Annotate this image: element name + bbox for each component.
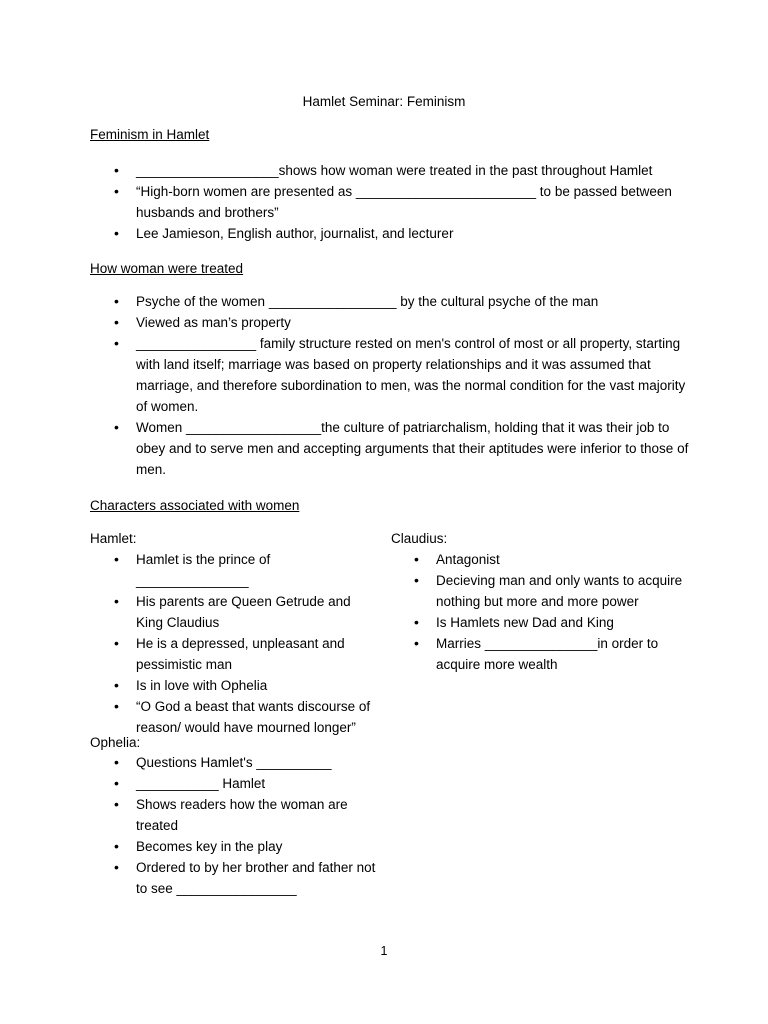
list-item: • Is Hamlets new Dad and King [436,612,691,633]
list-item: • Is in love with Ophelia [136,675,381,696]
list-item: • Psyche of the women _________________ by the cultural psyche of the man [136,291,696,312]
list-item: • He is a depressed, unpleasant and pessimistic man [136,633,381,675]
hamlet-list [136,549,381,738]
list-item: • Becomes key in the play [136,836,381,857]
list-item: • ________________ family structure rested on men's control of most or all property, starting with land itself; marriage was based on property relationships and it was assumed that marriage, and therefore subordination to men, was the normal condition for the vast majority of women. [136,333,696,417]
claudius-list [436,549,691,675]
ophelia-list [136,752,381,899]
list-item: • Shows readers how the woman are treated [136,794,381,836]
list-item: • “O God a beast that wants discourse of reason/ would have mourned longer” [136,696,381,738]
how-woman-were-treated-list [136,291,696,480]
page-number: 1 [380,944,388,958]
list-item: • Lee Jamieson, English author, journalist, and lecturer [136,223,696,244]
list-item: • Women __________________the culture of patriarchalism, holding that it was their job to obey and to serve men and accepting arguments that their aptitudes were inferior to those of men. [136,417,696,480]
list-item: • Marries _______________in order to acquire more wealth [436,633,691,675]
list-item: • Antagonist [436,549,691,570]
list-item: • Hamlet is the prince of _______________ [136,549,381,591]
feminism-in-hamlet-list [136,160,696,244]
hamlet-subheading: Hamlet: [90,531,137,546]
list-item: • Viewed as man’s property [136,312,696,333]
list-item: • Decieving man and only wants to acquire nothing but more and more power [436,570,691,612]
list-item: • Questions Hamlet's __________ [136,752,381,773]
document-title: Hamlet Seminar: Feminism [302,94,466,109]
list-item: • ___________ Hamlet [136,773,381,794]
section-heading-characters: Characters associated with women [90,498,300,513]
list-item: • ___________________shows how woman were treated in the past throughout Hamlet [136,160,696,181]
section-heading-feminism-in-hamlet: Feminism in Hamlet [90,127,210,142]
ophelia-subheading: Ophelia: [90,735,141,750]
section-heading-how-woman-were-treated: How woman were treated [90,261,244,276]
claudius-subheading: Claudius: [391,531,448,546]
list-item: • “High-born women are presented as ________________________ to be passed between husbands and brothers” [136,181,696,223]
list-item: • Ordered to by her brother and father not to see ________________ [136,857,381,899]
list-item: • His parents are Queen Getrude and King Claudius [136,591,381,633]
